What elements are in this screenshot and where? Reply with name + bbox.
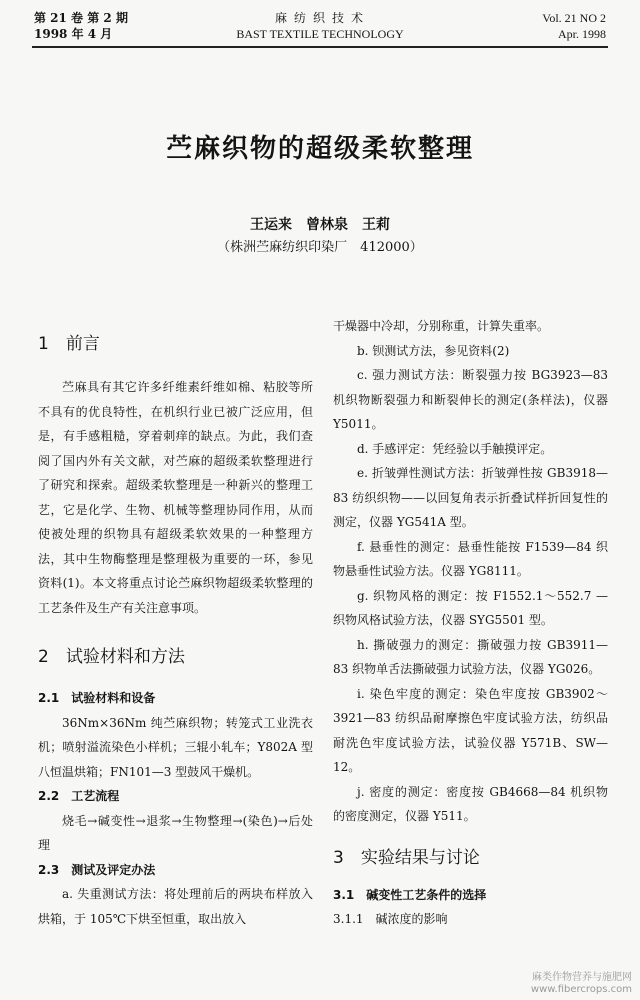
left-column [38, 331, 313, 931]
journal-name-cn: 麻 纺 织 技 术 [274, 11, 365, 25]
continued-text: 干燥器中冷却，分别称重，计算失重率。 [333, 319, 550, 333]
test-method-b: b. 钡测试方法，参见资料(2) [357, 343, 510, 358]
section-2-3-heading: 2.3 测试及评定办法 [38, 862, 156, 877]
test-method-j: j. 密度的测定：密度按 GB4668—84 机织物的密度测定，仪器 Y511。 [333, 784, 608, 823]
section-1-paragraph: 苎麻具有其它许多纤维素纤维如棉、粘胶等所不具有的优良特性，在机织行业已被广泛应用，但是，有手感粗糙，穿着刺痒的缺点。为此，我们查阅了国内外有关文献，对苎麻的超级柔软整理进行了研究和探索。超级柔软整理是一种新兴的整理工艺，它是化学、生物、机械等整理协同作用，从而使被处理的织物具有超级柔软效果的一种整理方法，其中生物酶整理是整理极为重要的一环，参见资料(1)。本文将重点讨论苎麻织物超级柔软整理的工艺条件及生产有关注意事项。 [38, 380, 313, 615]
header-rule [32, 46, 608, 48]
test-method-g: g. 织物风格的测定：按 F1552.1～552.7 —织物风格试验方法，仪器 SYG5501 型。 [333, 588, 608, 627]
test-method-e: e. 折皱弹性测试方法：折皱弹性按 GB3918—83 纺织织物——以回复角表示折叠试样折回复性的测定，仪器 YG541A 型。 [333, 466, 608, 529]
date-en: Apr. 1998 [558, 27, 606, 41]
authors: 王运来 曾林泉 王莉 [250, 217, 390, 233]
watermark-line-1: 麻类作物营养与施肥网 [532, 972, 632, 983]
issue-date: 1998 年 4 月 [34, 27, 113, 41]
affiliation: （株洲苎麻纺织印染厂 412000） [217, 240, 423, 255]
section-2-2-heading: 2.2 工艺流程 [38, 789, 120, 803]
site-watermark [531, 972, 632, 996]
journal-name-en: BAST TEXTILE TECHNOLOGY [236, 27, 404, 41]
test-method-f: f. 悬垂性的测定：悬垂性能按 F1539—84 织物悬垂性试验方法。仪器 YG8111。 [333, 539, 608, 578]
issue-volume: 第 21 卷 第 2 期 [34, 11, 128, 25]
section-1-heading: 1 前言 [38, 334, 100, 354]
section-3-heading: 3 实验结果与讨论 [333, 847, 480, 868]
section-2-heading: 2 试验材料和方法 [38, 647, 185, 667]
article-title: 苎麻织物的超级柔软整理 [165, 134, 474, 164]
section-3-1-heading: 3.1 碱变性工艺条件的选择 [333, 887, 487, 902]
volume-en: Vol. 21 NO 2 [542, 11, 606, 25]
test-method-c: c. 强力测试方法：断裂强力按 BG3923—83 机织物断裂强力和断裂伸长的测定(条样法)，仪器 Y5011。 [333, 368, 608, 431]
right-column [333, 314, 608, 932]
section-2-1-paragraph: 36Nm×36Nm 纯苎麻织物；转笼式工业洗衣机；喷射溢流染色小样机；三辊小轧车；Y802A 型八恒温烘箱；FN101—3 型鼓风干燥机。 [38, 715, 313, 779]
section-3-1-1-heading: 3.1.1 碱浓度的影响 [333, 912, 448, 926]
test-method-i: i. 染色牢度的测定：染色牢度按 GB3902～3921—83 纺织品耐摩擦色牢度试验方法，纺织品耐洗色牢度试验方法，试验仪器 Y571B、SW—12。 [333, 686, 608, 774]
section-2-3-paragraph: a. 失重测试方法：将处理前后的两块布样放入烘箱，于 105℃下烘至恒重，取出放入 [38, 887, 313, 926]
running-header [0, 6, 640, 50]
section-2-2-paragraph: 烧毛→碱变性→退浆→生物整理→(染色)→后处理 [38, 813, 313, 852]
section-2-1-heading: 2.1 试验材料和设备 [38, 691, 156, 705]
test-method-d: d. 手感评定：凭经验以手触摸评定。 [357, 441, 553, 456]
test-method-h: h. 撕破强力的测定：撕破强力按 GB3911—83 织物单舌法撕破强力试验方法，仪器 YG026。 [333, 637, 608, 676]
watermark-line-2: www.fibercrops.com [530, 984, 632, 995]
issue-info-en [542, 10, 606, 42]
